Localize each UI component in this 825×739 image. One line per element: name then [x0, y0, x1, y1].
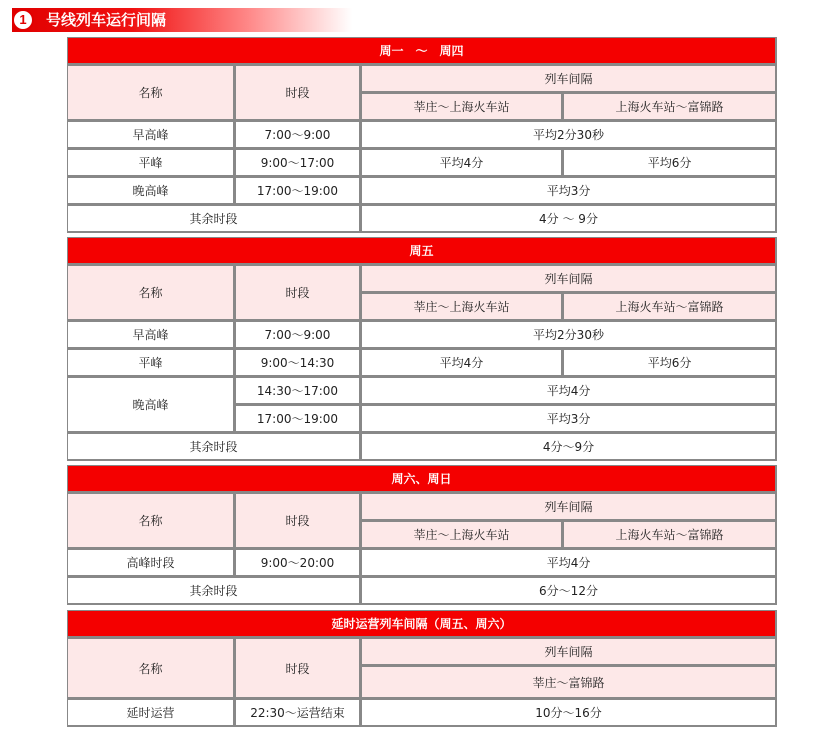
col-header-name: 名称: [67, 493, 235, 549]
row-time: 9:00～20:00: [235, 549, 361, 577]
row-interval: 平均4分: [361, 377, 777, 405]
row-interval: 10分～16分: [361, 699, 777, 727]
row-interval: 平均2分30秒: [361, 121, 777, 149]
table-row: [67, 349, 777, 377]
col-header-direction-a: 莘庄～上海火车站: [361, 93, 563, 121]
table-title: 延时运营列车间隔（周五、周六）: [67, 610, 777, 638]
row-time: 9:00～14:30: [235, 349, 361, 377]
row-interval: 平均3分: [361, 405, 777, 433]
row-name: 延时运营: [67, 699, 235, 727]
row-interval: 平均3分: [361, 177, 777, 205]
col-header-direction-b: 上海火车站～富锦路: [563, 521, 777, 549]
row-time: 17:00～19:00: [235, 177, 361, 205]
row-interval: 平均4分: [361, 549, 777, 577]
row-name: 高峰时段: [67, 549, 235, 577]
table-row: [67, 321, 777, 349]
col-header-period: 时段: [235, 265, 361, 321]
row-time: 17:00～19:00: [235, 405, 361, 433]
col-header-interval: 列车间隔: [361, 265, 777, 293]
table-title: 周五: [67, 237, 777, 265]
row-time: 7:00～9:00: [235, 321, 361, 349]
row-time: 7:00～9:00: [235, 121, 361, 149]
col-header-direction-b: 上海火车站～富锦路: [563, 293, 777, 321]
col-header-direction: 莘庄～富锦路: [361, 666, 777, 699]
schedule-table-weekend: [67, 465, 777, 605]
table-row: [67, 577, 777, 605]
row-time: 22:30～运营结束: [235, 699, 361, 727]
col-header-interval: 列车间隔: [361, 493, 777, 521]
row-interval: 平均2分30秒: [361, 321, 777, 349]
table-row: [67, 177, 777, 205]
row-name: 早高峰: [67, 121, 235, 149]
col-header-name: 名称: [67, 65, 235, 121]
col-header-period: 时段: [235, 65, 361, 121]
row-name: 晚高峰: [67, 177, 235, 205]
row-other-label: 其余时段: [67, 205, 361, 233]
table-row: [67, 205, 777, 233]
row-interval-a: 平均4分: [361, 149, 563, 177]
row-time: 9:00～17:00: [235, 149, 361, 177]
col-header-period: 时段: [235, 638, 361, 699]
col-header-direction-a: 莘庄～上海火车站: [361, 293, 563, 321]
row-name: 早高峰: [67, 321, 235, 349]
row-name: 平峰: [67, 349, 235, 377]
col-header-direction-b: 上海火车站～富锦路: [563, 93, 777, 121]
table-title: 周一 ～ 周四: [67, 37, 777, 65]
schedule-table-mon-thu: [67, 37, 777, 233]
row-other-label: 其余时段: [67, 433, 361, 461]
schedule-table-fri: [67, 237, 777, 461]
table-row: [67, 121, 777, 149]
row-other-interval: 4分～9分: [361, 433, 777, 461]
section-header: [12, 8, 352, 32]
col-header-name: 名称: [67, 638, 235, 699]
table-row: [67, 433, 777, 461]
row-other-interval: 4分 ～ 9分: [361, 205, 777, 233]
col-header-interval: 列车间隔: [361, 65, 777, 93]
table-title: 周六、周日: [67, 465, 777, 493]
row-other-interval: 6分～12分: [361, 577, 777, 605]
row-name: 平峰: [67, 149, 235, 177]
schedule-table-extended: [67, 610, 777, 727]
col-header-interval: 列车间隔: [361, 638, 777, 666]
line-number-badge: 1: [12, 9, 34, 31]
row-interval-b: 平均6分: [563, 349, 777, 377]
col-header-period: 时段: [235, 493, 361, 549]
col-header-name: 名称: [67, 265, 235, 321]
row-interval-a: 平均4分: [361, 349, 563, 377]
row-time: 14:30～17:00: [235, 377, 361, 405]
row-interval-b: 平均6分: [563, 149, 777, 177]
table-row: [67, 149, 777, 177]
row-name: 晚高峰: [67, 377, 235, 433]
table-row: [67, 699, 777, 727]
row-other-label: 其余时段: [67, 577, 361, 605]
col-header-direction-a: 莘庄～上海火车站: [361, 521, 563, 549]
table-row: [67, 549, 777, 577]
table-row: [67, 377, 777, 405]
section-title: 号线列车运行间隔: [46, 11, 167, 29]
